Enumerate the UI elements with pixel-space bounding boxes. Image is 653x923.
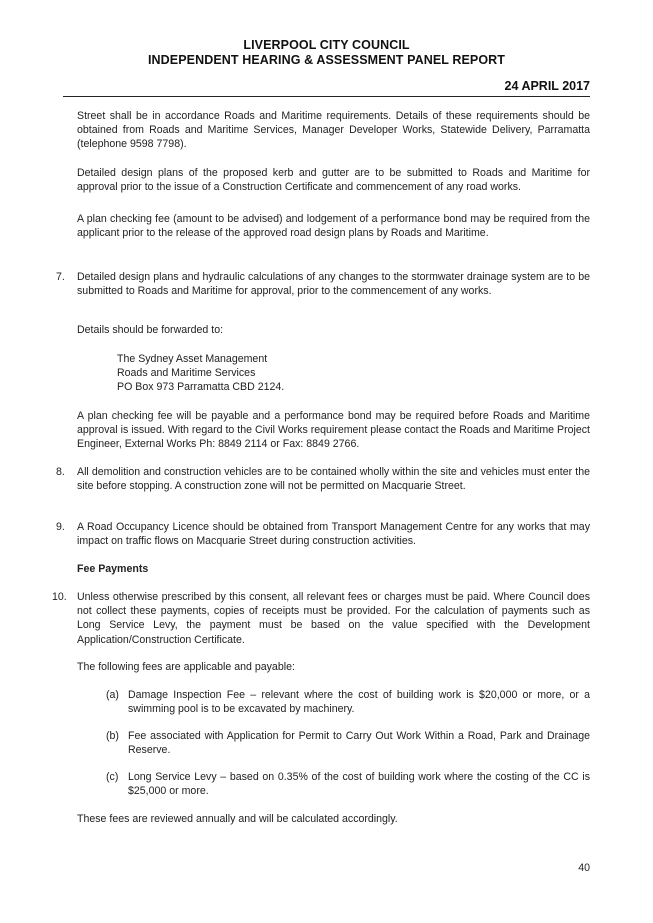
paragraph-detailed-design: Detailed design plans of the proposed kerb and gutter are to be submitted to Roads and Maritime for approval prior to the issue of a Construction Certificate and commencement of any road works. [77, 167, 590, 194]
item-10-text: Unless otherwise prescribed by this consent, all relevant fees or charges must be paid. Where Council does not collect these payments, copies of receipts must be provided. For the calculation of payments such as Long Service Levy, the payment must be based on the value specified with the Development Application/Construction Certificate. [77, 591, 590, 646]
item-7-text: Detailed design plans and hydraulic calculations of any changes to the stormwater drainage system are to be submitted to Roads and Maritime for approval, prior to the commencement of any works. [77, 271, 590, 298]
address-line-3: PO Box 973 Parramatta CBD 2124. [117, 381, 285, 393]
report-date: 24 APRIL 2017 [504, 79, 590, 93]
item-10-number: 10. [52, 591, 67, 603]
fee-payments-heading: Fee Payments [77, 563, 149, 575]
item-8-text: All demolition and construction vehicles are to be contained wholly within the site and vehicles must enter the site before stopping. A construction zone will not be permitted on Macquarie Street. [77, 466, 590, 493]
sub-b-text: Fee associated with Application for Permit to Carry Out Work Within a Road, Park and Drainage Reserve. [128, 730, 590, 757]
item-8-number: 8. [56, 466, 65, 478]
sub-c-label: (c) [106, 771, 119, 783]
paragraph-plan-checking-fee: A plan checking fee (amount to be advised) and lodgement of a performance bond may be required from the applicant prior to the release of the approved road design plans by Roads and Maritime. [77, 213, 590, 240]
paragraph-street-requirements: Street shall be in accordance Roads and Maritime requirements. Details of these requirements should be obtained from Roads and Maritime Services, Manager Developer Works, Statewide Delivery, Parramatta (telephone 9598 7798). [77, 110, 590, 151]
item-9-number: 9. [56, 521, 65, 533]
sub-a-text: Damage Inspection Fee – relevant where the cost of building work is $20,000 or more, or a swimming pool is to be excavated by machinery. [128, 689, 590, 716]
page-number: 40 [578, 862, 590, 874]
item-10-closing: These fees are reviewed annually and will be calculated accordingly. [77, 813, 398, 825]
address-line-1: The Sydney Asset Management [117, 353, 268, 365]
sub-b-label: (b) [106, 730, 119, 742]
item-7-forward: Details should be forwarded to: [77, 324, 224, 336]
sub-c-text: Long Service Levy – based on 0.35% of the cost of building work where the costing of the CC is $25,000 or more. [128, 771, 590, 798]
item-7-number: 7. [56, 271, 65, 283]
item-7-fee: A plan checking fee will be payable and a performance bond may be required before Roads and Maritime approval is issued. With regard to the Civil Works requirement please contact the Roads and Maritime Project Engineer, External Works Ph: 8849 2114 or Fax: 8849 2766. [77, 410, 590, 451]
council-title: LIVERPOOL CITY COUNCIL [243, 38, 410, 52]
address-line-2: Roads and Maritime Services [117, 367, 256, 379]
report-title: INDEPENDENT HEARING & ASSESSMENT PANEL REPORT [147, 53, 506, 67]
header-rule [63, 96, 590, 97]
item-10-following: The following fees are applicable and payable: [77, 661, 295, 673]
item-9-text: A Road Occupancy Licence should be obtained from Transport Management Centre for any works that may impact on traffic flows on Macquarie Street during construction activities. [77, 521, 590, 548]
sub-a-label: (a) [106, 689, 119, 701]
